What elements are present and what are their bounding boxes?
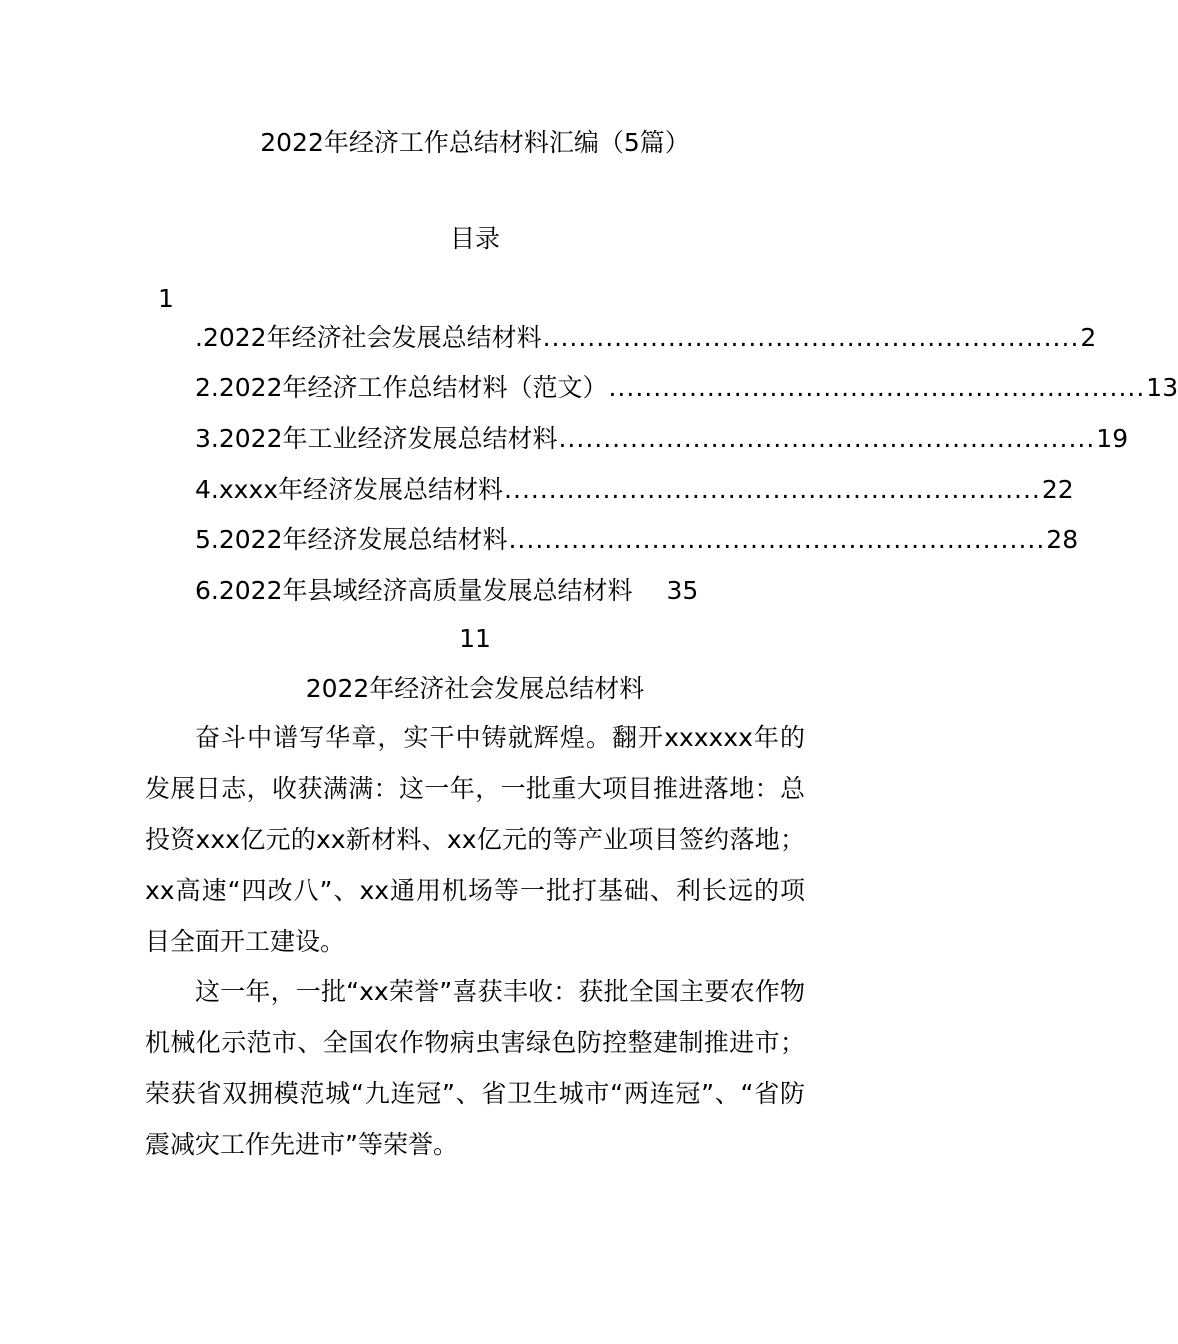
toc-dot-leader: ............................................................ xyxy=(504,475,1041,504)
toc-entry-text: 4.xxxx年经济发展总结材料 xyxy=(195,475,504,504)
toc-leading-number: 1 xyxy=(158,284,174,313)
section-title: 2022年经济社会发展总结材料 xyxy=(305,674,645,703)
toc-entry-3[interactable] xyxy=(195,421,1129,457)
toc-dot-leader: ............................................................ xyxy=(508,525,1046,554)
toc-page-number: 19 xyxy=(1096,424,1129,453)
toc-page-number: 22 xyxy=(1041,475,1074,504)
toc-entry-1[interactable] xyxy=(195,320,1097,356)
toc-entry-2[interactable] xyxy=(195,370,1178,406)
toc-entry-text: 6.2022年县域经济高质量发展总结材料 xyxy=(195,576,633,605)
toc-page-number: 28 xyxy=(1046,525,1079,554)
body-paragraph-1: 奋斗中谱写华章，实干中铸就辉煌。翻开xxxxxx年的发展日志，收获满满：这一年，一批重大项目推进落地：总投资xxx亿元的xx新材料、xx亿元的等产业项目签约落地；xx高速“四改八”、xx通用机场等一批打基础、利长远的项目全面开工建设。 xyxy=(145,723,805,956)
document-title: 2022年经济工作总结材料汇编（5篇） xyxy=(260,128,690,157)
toc-entry-5[interactable] xyxy=(195,522,1079,558)
toc-page-number: 35 xyxy=(666,576,699,605)
toc-heading: 目录 xyxy=(449,224,500,253)
toc-page-number: 2 xyxy=(1080,323,1097,352)
page-number-mark: 11 xyxy=(459,624,491,653)
toc-entry-6[interactable] xyxy=(195,573,698,609)
body-paragraph-2: 这一年，一批“xx荣誉”喜获丰收：获批全国主要农作物机械化示范市、全国农作物病虫害绿色防控整建制推进市；荣获省双拥模范城“九连冠”、省卫生城市“两连冠”、“省防震减灾工作先进市”等荣誉。 xyxy=(145,977,805,1159)
toc-entry-4[interactable] xyxy=(195,472,1074,508)
toc-entry-text: 2.2022年经济工作总结材料（范文） xyxy=(195,373,608,402)
toc-entry-text: .2022年经济社会发展总结材料 xyxy=(195,323,542,352)
toc-dot-leader: ............................................................ xyxy=(558,424,1096,453)
toc-entry-text: 5.2022年经济发展总结材料 xyxy=(195,525,508,554)
toc-entry-text: 3.2022年工业经济发展总结材料 xyxy=(195,424,558,453)
toc-dot-leader: ............................................................ xyxy=(542,323,1080,352)
toc-page-number: 13 xyxy=(1146,373,1178,402)
toc-dot-leader: ............................................................ xyxy=(608,373,1146,402)
